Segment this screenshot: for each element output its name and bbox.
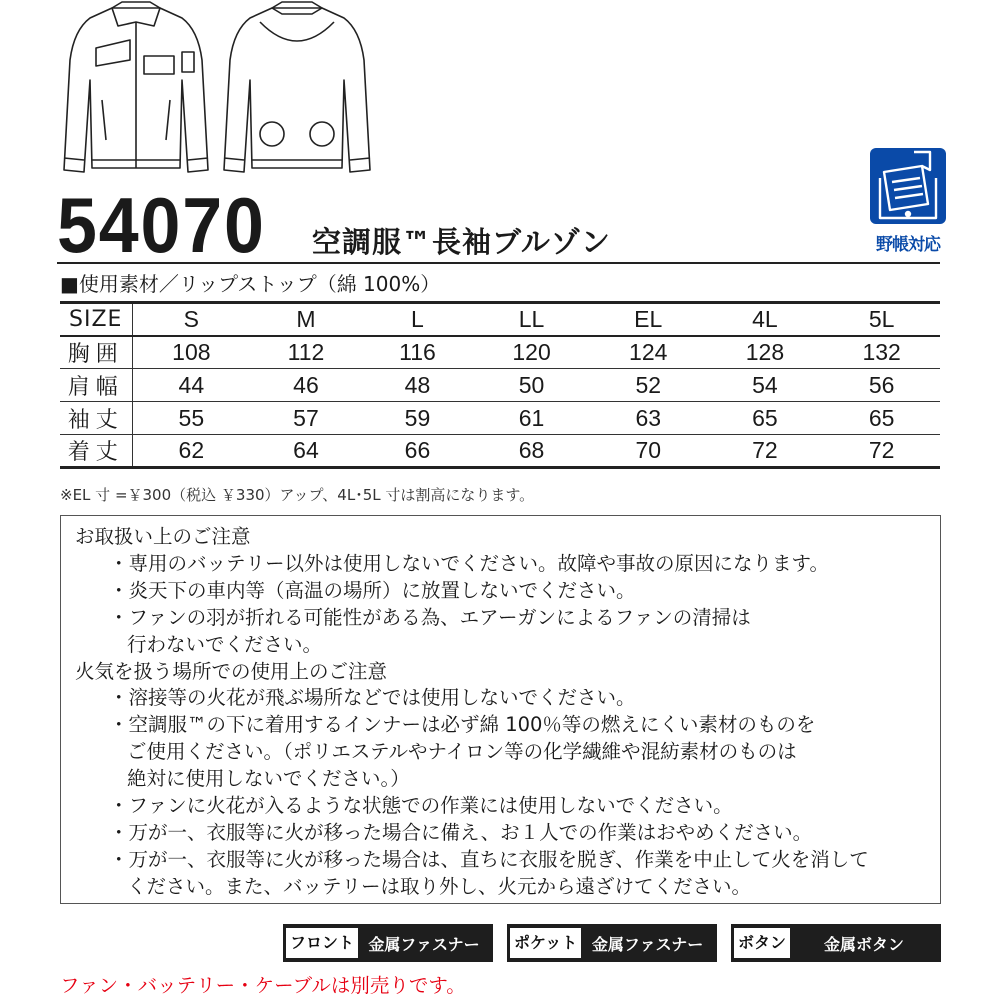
table-cell: 128 bbox=[707, 336, 824, 369]
product-name: 空調服™長袖ブルゾン bbox=[312, 225, 611, 259]
notebook-badge-label: 野帳対応 bbox=[876, 235, 940, 255]
model-number: 54070 bbox=[57, 181, 266, 269]
separate-sale-note: ファン・バッテリー・ケーブルは別売りです。 bbox=[60, 974, 466, 997]
spec-tag-pocket-label: ポケット bbox=[510, 928, 581, 958]
table-cell: 72 bbox=[752, 437, 778, 463]
table-cell: 72 bbox=[868, 437, 895, 463]
size-header-cell: LL bbox=[473, 303, 590, 336]
table-cell: 120 bbox=[473, 336, 590, 369]
size-footnote: ※EL 寸 =￥300（税込 ￥330）アップ、4L･5L 寸は割高になります。 bbox=[60, 486, 535, 504]
table-cell: 61 bbox=[473, 402, 590, 435]
caution-item: ・万が一、衣服等に火が移った場合は、直ちに衣服を脱ぎ、作業を中止して火を消して bbox=[109, 847, 869, 871]
spec-tag-front bbox=[283, 924, 493, 962]
table-cell: 57 bbox=[250, 402, 362, 435]
table-cell: 50 bbox=[473, 369, 590, 402]
size-header-cell: EL bbox=[590, 303, 707, 336]
spec-tag-button-value: 金属ボタン bbox=[824, 934, 905, 954]
spec-tag-pocket bbox=[507, 924, 717, 962]
table-cell: 112 bbox=[250, 336, 362, 369]
table-row bbox=[60, 369, 940, 402]
table-cell: 132 bbox=[823, 336, 940, 369]
table-cell: 70 bbox=[635, 437, 662, 463]
table-cell: 56 bbox=[823, 369, 940, 402]
caution-item: ・万が一、衣服等に火が移った場合に備え、お１人での作業はおやめください。 bbox=[109, 820, 813, 844]
table-row bbox=[60, 402, 940, 435]
caution-heading-fire: 火気を扱う場所での使用上のご注意 bbox=[75, 659, 388, 683]
size-header-cell: 5L bbox=[823, 303, 940, 336]
caution-heading-handling: お取扱い上のご注意 bbox=[75, 525, 251, 548]
row-label-sleeve: 袖丈 bbox=[60, 402, 132, 435]
table-cell: 108 bbox=[132, 336, 250, 369]
size-header-cell: M bbox=[250, 303, 362, 336]
jacket-front-illustration bbox=[64, 2, 208, 172]
caution-item-continued: 行わないでください。 bbox=[127, 632, 323, 656]
notebook-compatible-badge bbox=[870, 148, 946, 258]
table-cell: 66 bbox=[404, 437, 431, 463]
jacket-back-illustration bbox=[224, 2, 370, 172]
caution-item: ・空調服™の下に着用するインナーは必ず綿 100％等の燃えにくい素材のものを bbox=[109, 713, 816, 737]
jacket-front-back-svg bbox=[50, 0, 380, 190]
size-header-cell: 4L bbox=[707, 303, 824, 336]
caution-item-continued: ご使用ください。（ポリエステルやナイロン等の化学繊維や混紡素材のものは bbox=[127, 740, 797, 764]
table-cell: 65 bbox=[707, 402, 824, 435]
caution-item-continued: ください。また、バッテリーは取り外し、火元から遠ざけてください。 bbox=[127, 874, 752, 898]
table-cell: 116 bbox=[362, 336, 474, 369]
table-cell: 65 bbox=[823, 402, 940, 435]
size-header-cell: L bbox=[362, 303, 474, 336]
caution-item: ・炎天下の車内等（高温の場所）に放置しないでください。 bbox=[109, 578, 636, 602]
spec-tag-front-value: 金属ファスナー bbox=[368, 934, 480, 954]
table-cell: 46 bbox=[250, 369, 362, 402]
table-cell: 52 bbox=[590, 369, 707, 402]
row-label-length: 着丈 bbox=[60, 435, 132, 468]
size-table-header-row bbox=[60, 303, 940, 336]
table-cell: 59 bbox=[362, 402, 474, 435]
row-label-chest: 胸囲 bbox=[60, 336, 132, 369]
title-divider bbox=[57, 262, 940, 264]
spec-tag-front-label: フロント bbox=[286, 928, 358, 958]
table-cell: 62 bbox=[178, 437, 205, 463]
table-cell: 63 bbox=[590, 402, 707, 435]
table-cell: 54 bbox=[707, 369, 824, 402]
table-row bbox=[60, 336, 940, 369]
field-notebook-pocket-icon bbox=[870, 148, 946, 224]
caution-box bbox=[60, 515, 941, 904]
table-cell: 64 bbox=[293, 437, 319, 463]
spec-tag-button-label: ボタン bbox=[734, 928, 790, 958]
table-cell: 68 bbox=[518, 437, 545, 463]
table-cell: 44 bbox=[132, 369, 250, 402]
caution-item: ・専用のバッテリー以外は使用しないでください。故障や事故の原因になります。 bbox=[109, 551, 829, 575]
spec-tag-pocket-value: 金属ファスナー bbox=[591, 934, 704, 954]
size-table bbox=[60, 301, 940, 469]
caution-item: ・ファンの羽が折れる可能性がある為、エアーガンによるファンの清掃は bbox=[109, 605, 751, 629]
table-cell: 124 bbox=[590, 336, 707, 369]
row-label-shoulder: 肩幅 bbox=[60, 369, 132, 402]
caution-item: ・ファンに火花が入るような状態での作業には使用しないでください。 bbox=[109, 794, 733, 818]
size-header-cell: S bbox=[132, 303, 250, 336]
material-text: ■使用素材／リップストップ（綿 100%） bbox=[60, 272, 441, 296]
jacket-illustration bbox=[50, 0, 380, 190]
caution-item: ・溶接等の火花が飛ぶ場所などでは使用しないでください。 bbox=[109, 686, 636, 710]
table-cell: 48 bbox=[362, 369, 474, 402]
table-row bbox=[60, 435, 940, 468]
caution-item-continued: 絶対に使用しないでください。） bbox=[127, 767, 410, 791]
table-cell: 55 bbox=[132, 402, 250, 435]
spec-tag-button bbox=[731, 924, 941, 962]
size-header-label: SIZE bbox=[60, 303, 132, 336]
